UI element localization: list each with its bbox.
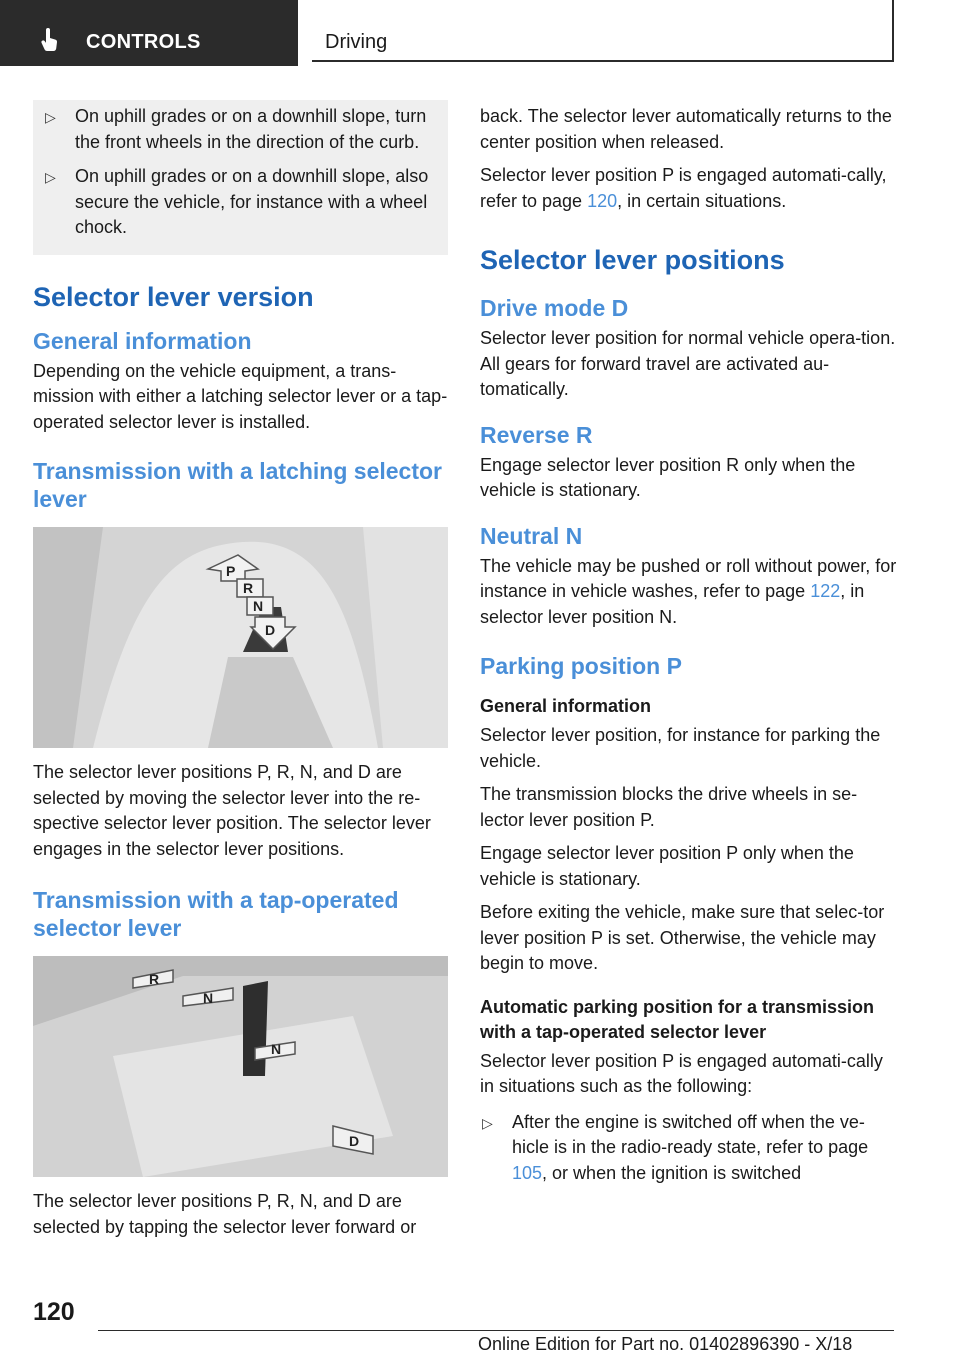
footer-divider [98,1330,894,1331]
heading-latching-lever: Transmission with a latching selector lever [33,458,443,512]
subheading-automatic-parking: Automatic parking position for a transmission with a tap-operated selector lever [480,996,875,1042]
list-item: ▷ On uphill grades or on a downhill slope, turn the front wheels in the direction of the curb. [45,106,427,152]
heading-drive-mode: Drive mode D [480,295,629,321]
figure-label: N [203,990,214,1006]
figure-label: D [265,622,276,638]
latching-lever-illustration [33,527,448,748]
tap-lever-illustration [33,956,448,1177]
hand-pointer-icon [40,28,60,52]
heading-neutral: Neutral N [480,522,583,549]
heading-selector-lever-version: Selector lever version [33,281,314,312]
triangle-bullet-icon: ▷ [45,109,56,125]
figure-label: N [253,598,264,614]
paragraph-auto-engaged: Selector lever position P is engaged automati-cally, refer to page 120, in certain situations. [480,165,887,211]
figure-label: D [349,1133,360,1149]
header-section-tab [0,0,298,66]
heading-selector-lever-positions: Selector lever positions [480,245,785,275]
paragraph-returns-center: back. The selector lever automatically returns to the center position when released. [480,106,892,152]
auto-list [480,1110,900,1187]
figure-label: R [149,971,160,987]
page-number: 120 [33,1298,75,1326]
page-link-122[interactable]: 122 [810,581,841,601]
paragraph-neutral: The vehicle may be pushed or roll without power, for instance in vehicle washes, refer to page 122, in selector lever position N. [480,555,897,627]
header-subsection-title: Driving [325,31,388,53]
paragraph-general: Depending on the vehicle equipment, a trans-mission with either a latching selector lever or a tap-operated selector lever is installed. [33,360,448,432]
paragraph-latching: The selector lever positions P, R, N, and D are selected by moving the selector lever into the re-spective selector lever position. The selector lever engages in the selector lever positions. [33,762,431,859]
note-list [43,104,436,241]
paragraph-tap: The selector lever positions P, R, N, and D are selected by tapping the selector lever forward or [33,1191,417,1237]
footer-edition: Online Edition for Part no. 01402896390 - X/18 [478,1334,853,1354]
paragraph-reverse: Engage selector lever position R only when the vehicle is stationary. [480,454,856,500]
paragraph-park-1: Selector lever position, for instance for parking the vehicle. [480,725,881,771]
list-item: ▷ On uphill grades or on a downhill slope, also secure the vehicle, for instance with a wheel chock. [45,166,429,237]
paragraph-drive: Selector lever position for normal vehicle opera-tion. All gears for forward travel are activated au-tomatically. [480,328,896,399]
paragraph-park-3: Engage selector lever position P only when the vehicle is stationary. [480,843,854,889]
note-box [33,100,448,255]
figure-tap-lever [33,956,448,1177]
figure-latching-lever [33,527,448,748]
paragraph-park-4: Before exiting the vehicle, make sure that selec-tor lever position P is set. Otherwise, the vehicle may begin to move. [480,902,885,973]
header-section-title: CONTROLS [86,31,201,53]
figure-label: R [243,580,254,596]
figure-label: N [271,1041,282,1057]
subheading-general-information: General information [480,696,652,716]
triangle-bullet-icon: ▷ [45,169,56,185]
left-column [33,100,448,1248]
heading-tap-lever: Transmission with a tap-operated selector lever [33,887,399,941]
page-link-105[interactable]: 105 [512,1162,543,1183]
paragraph-park-2: The transmission blocks the drive wheels in se-lector lever position P. [480,784,858,830]
heading-parking-position: Parking position P [480,653,682,679]
triangle-bullet-icon: ▷ [482,1114,493,1131]
list-item: ▷ After the engine is switched off when the ve-hicle is in the radio-ready state, refer to page 105, or when the ignition is switched [482,1111,869,1183]
heading-reverse: Reverse R [480,421,593,448]
page-link-120[interactable]: 120 [587,190,618,211]
right-column [480,104,900,1195]
figure-label: P [226,563,236,579]
paragraph-auto: Selector lever position P is engaged automati-cally in situations such as the following: [480,1050,883,1096]
header-subsection-box [312,0,894,62]
heading-general-information: General information [33,327,252,354]
page-header [0,0,960,66]
